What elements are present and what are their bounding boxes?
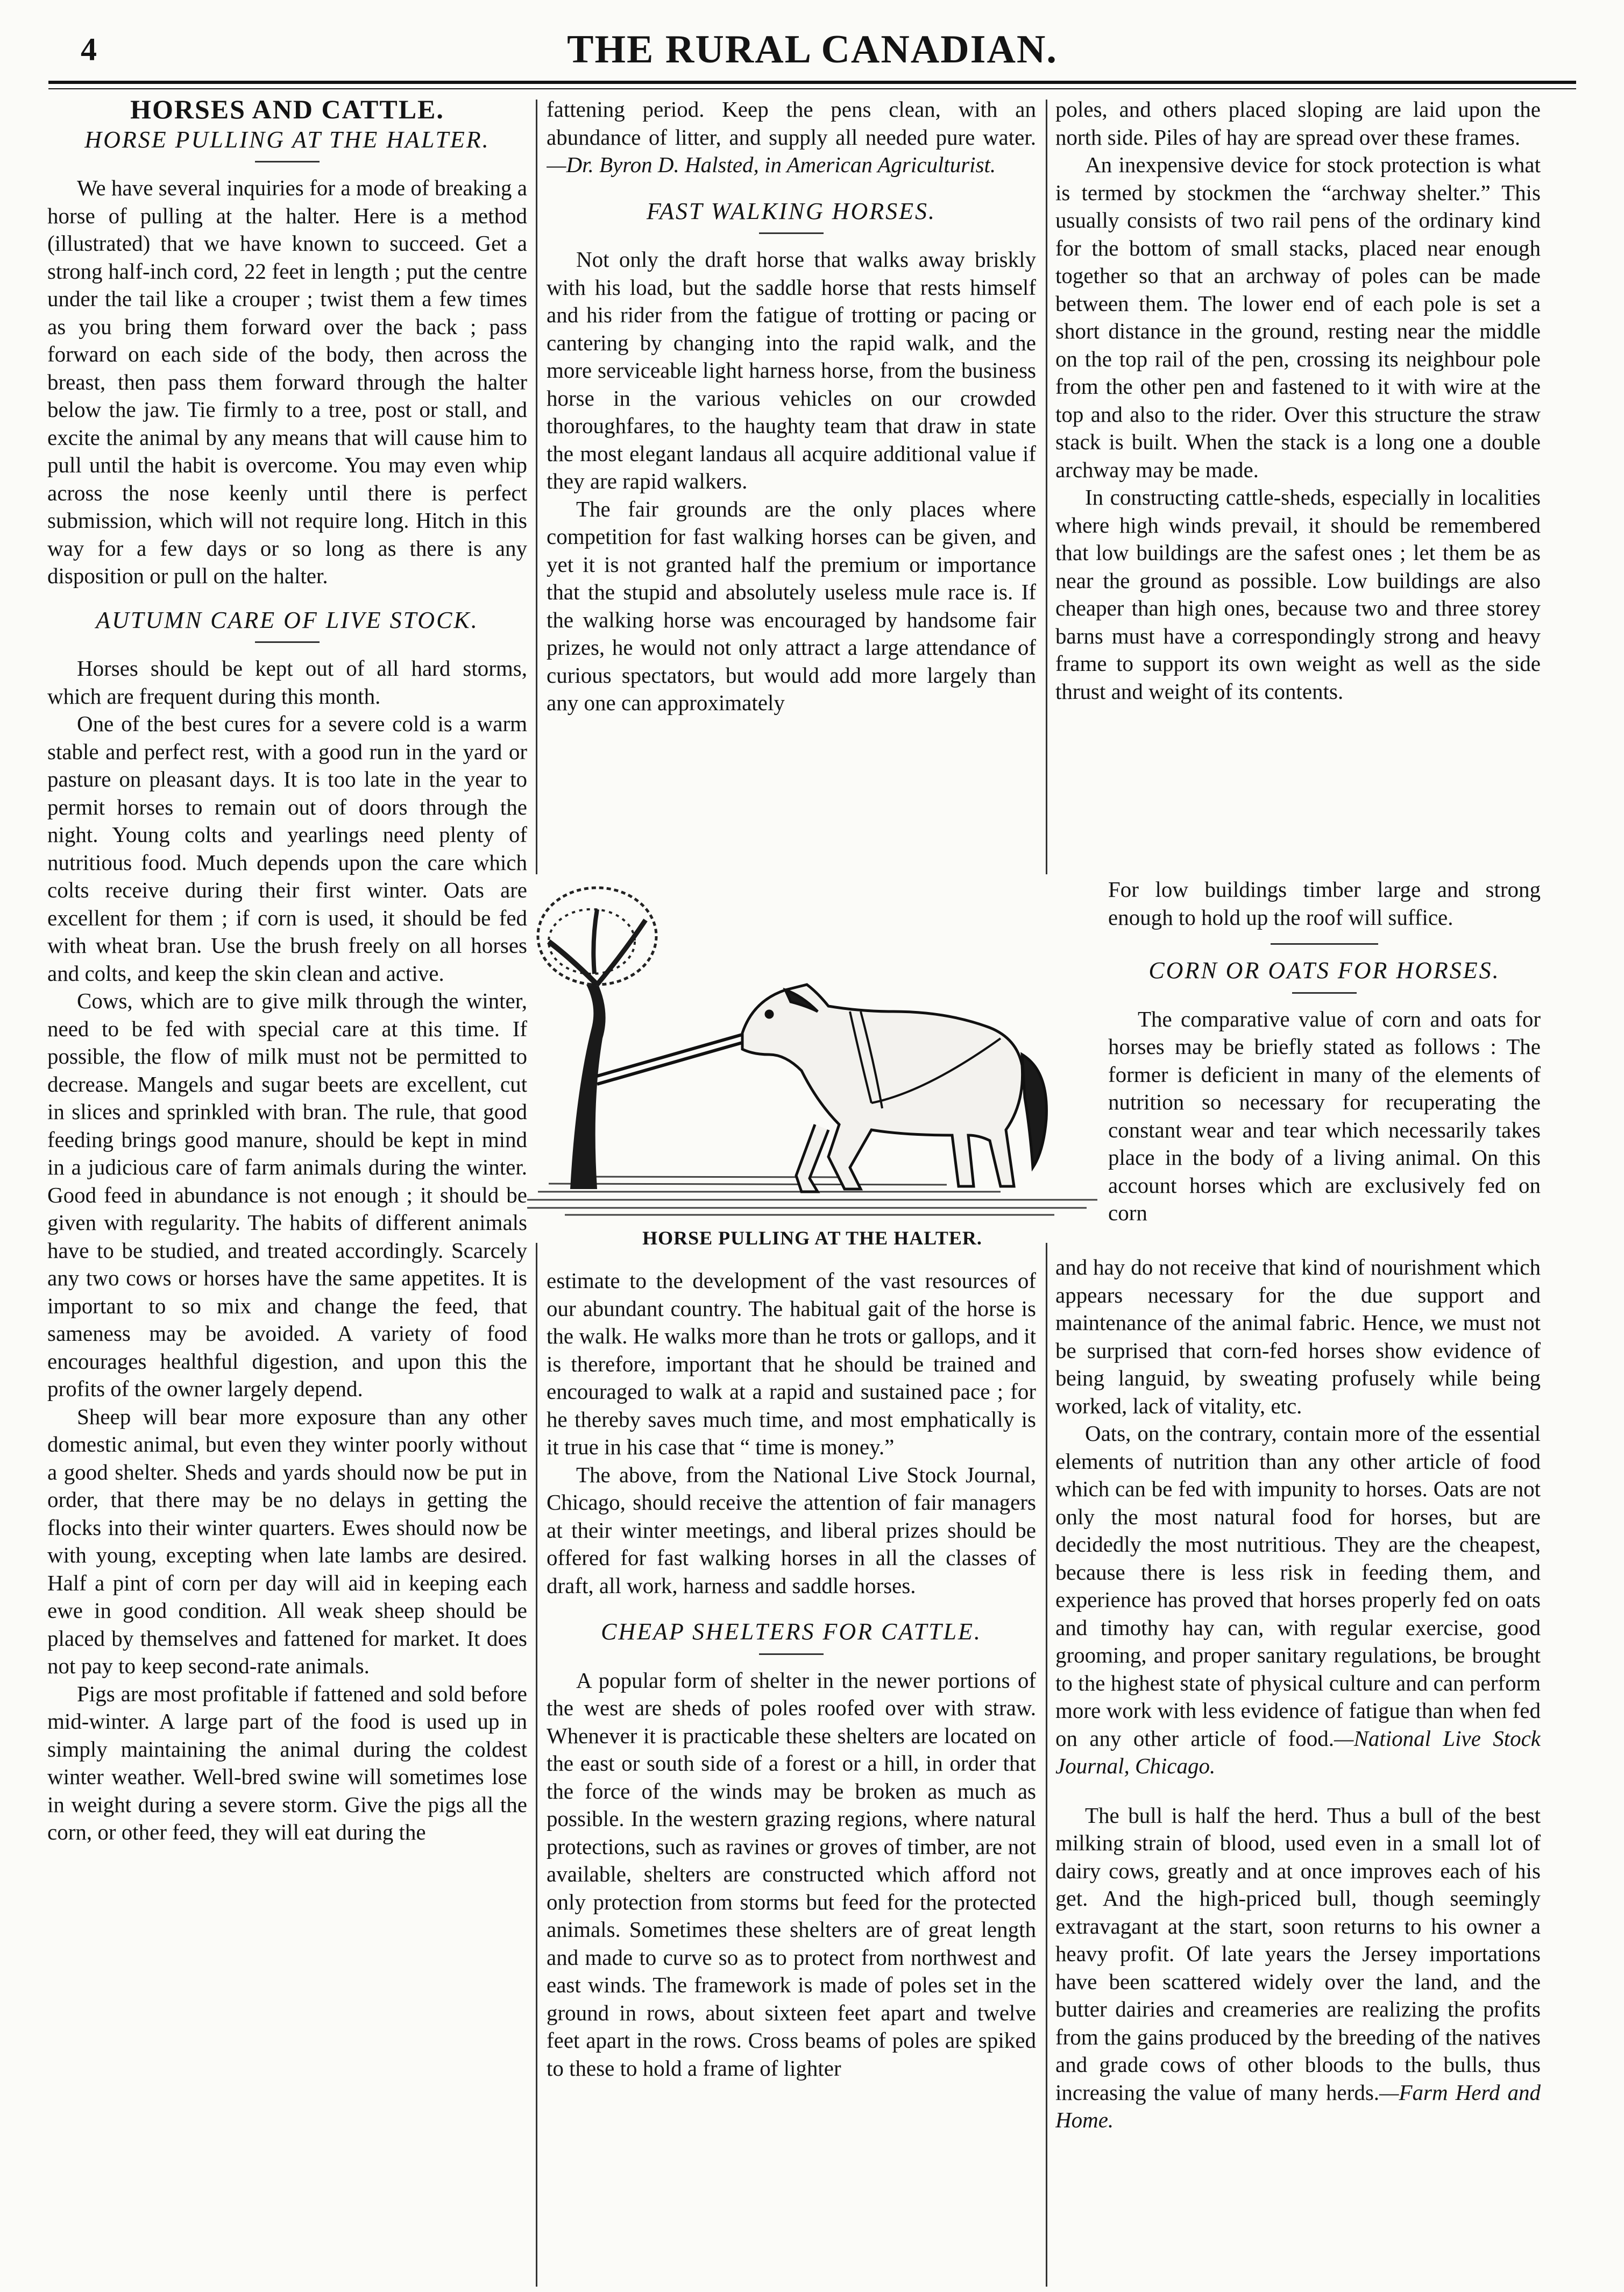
- page-number: 4: [81, 32, 97, 67]
- section-rule: [1271, 943, 1378, 945]
- article-paragraph: Horses should be kept out of all hard storms, which are frequent during this month.: [47, 656, 527, 709]
- article-paragraph: Pigs are most profitable if fattened and sold before mid-winter. A large part of the food is used up in simply maintaining the animal during the coldest winter weather. Well-bred swine will sometimes lose in weight during a severe storm. Give the pigs all the corn, or other feed, they will eat during the: [47, 1681, 527, 1844]
- article-paragraph: and hay do not receive that kind of nourishment which appears necessary for the due support and maintenance of the animal fabric. Hence, we must not be surprised that corn-fed horses show evidence of being languid, by sweating profusely while being worked, lack of vitality, etc.: [1055, 1255, 1541, 1418]
- article-credit: —Farm Herd and Home.: [1055, 2079, 1541, 2132]
- title-rule: [759, 1653, 824, 1655]
- horse: [742, 985, 1046, 1192]
- article-paragraph: One of the best cures for a severe cold is a warm stable and perfect rest, with a good run in the yard or pasture on pleasant days. It is too late in the year to permit horses to remain out of doors through the night. Young colts and yearlings need plenty of nutritious food. Much depends upon the care which colts receive during their first winter. Oats are excellent for them ; if corn is used, it should be fed with wheat bran. Use the brush freely on all horses and colts, and keep the skin clean and active.: [47, 711, 527, 986]
- newspaper-title: THE RURAL CANADIAN.: [567, 27, 1058, 72]
- article-title-horse-pulling: HORSE PULLING AT THE HALTER.: [84, 126, 490, 153]
- section-title-horses-and-cattle: HORSES AND CATTLE.: [130, 96, 444, 124]
- column-divider-1-lower: [536, 1243, 537, 2287]
- column-divider-2-lower: [1046, 1243, 1047, 2287]
- article-paragraph: poles, and others placed sloping are laid upon the north side. Piles of hay are spread over these frames.: [1055, 97, 1541, 150]
- article-title-autumn-care: AUTUMN CARE OF LIVE STOCK.: [96, 606, 479, 633]
- title-rule: [255, 161, 320, 162]
- column-2-lower: [547, 1267, 1036, 2287]
- article-paragraph: Oats, on the contrary, contain more of the essential elements of nutrition than any other article of food which can be fed with impunity to horses. Oats are not only the most natural food for horses, but are decidedly the most nutritious. They are the cheapest, because there is less risk in feeding them, and experience has proved that horses properly fed on oats and timothy hay can, with regular exercise, good grooming, and proper sanitary regulations, be brought to the highest state of physical culture and can perform more work with less evidence of fatigue than when fed on any other article of food.—National Live Stock Journal, Chicago.: [1055, 1421, 1541, 1778]
- title-rule: [759, 232, 824, 234]
- article-title-corn-or-oats: CORN OR OATS FOR HORSES.: [1148, 957, 1500, 984]
- illustration-horse-pulling: [516, 877, 1108, 1264]
- article-paragraph: estimate to the development of the vast resources of our abundant country. The habitual gait of the horse is the walk. He walks more than he trots or gallops, and it is therefore, important that he should be trained and encouraged to walk at a rapid and sustained pace ; for he thereby saves much time, and most emphatically is it true in his case that “ time is money.”: [547, 1268, 1036, 1459]
- article-paragraph: Cows, which are to give milk through the winter, need to be fed with special care at this time. If possible, the flow of milk must not be permitted to decrease. Mangels and sugar beets are excellent, cut in slices and sprinkled with bran. The rule, that good feeding brings good manure, should be kept in mind in a judicious care of farm animals during the winter. Good feed in abundance is not enough ; it should be given with regularity. The habits of different animals have to be studied, and treated accordingly. Scarcely any two cows or horses have the same appetites. It is important to so mix and change the feed, that sameness may be avoided. A variety of food encourages healthful digestion, and upon this the profits of the owner largely depend.: [47, 988, 527, 1401]
- column-3-lower: [1055, 1254, 1541, 2287]
- illustration-caption: HORSE PULLING AT THE HALTER.: [642, 1227, 982, 1249]
- article-credit: —National Live Stock Journal, Chicago.: [1055, 1725, 1541, 1778]
- article-paragraph: fattening period. Keep the pens clean, with an abundance of litter, and supply all needed pure water.—Dr. Byron D. Halsted, in American Agriculturist.: [547, 97, 1036, 177]
- article-title-cheap-shelters: CHEAP SHELTERS FOR CATTLE.: [601, 1618, 982, 1645]
- article-paragraph: In constructing cattle-sheds, especially in localities where high winds prevail, it should be remembered that low buildings are the safest ones ; let them be as near the ground as possible. Low buildings are also cheaper than high ones, because two and three storey barns must have a correspondingly strong and heavy frame to support its own weight as well as the side thrust and weight of its contents.: [1055, 485, 1541, 704]
- column-divider-2-upper: [1046, 100, 1047, 874]
- column-3-upper: [1055, 96, 1541, 892]
- halter-rope: [597, 1033, 748, 1084]
- article-paragraph: A popular form of shelter in the newer portions of the west are sheds of poles roofed over with straw. Whenever it is practicable these shelters are located on the east or south side of a forest or a hill, in order that the force of the winds may be broken as much as possible. In the western grazing regions, where natural protections, such as ravines or groves of timber, are not available, shelters are constructed which afford not only protection from storms but feed for the protected animals. Sometimes these shelters are of great length and made to curve so as to protect from northwest and east winds. The framework is made of poles set in the ground in rows, about sixteen feet apart and twelve feet apart in the rows. Cross beams of poles are spiked to these to hold a frame of lighter: [547, 1667, 1036, 2081]
- article-paragraph: We have several inquiries for a mode of breaking a horse of pulling at the halter. Here is a method (illustrated) that we have known to succeed. Get a strong half-inch cord, 22 feet in length ; put the centre under the tail like a crouper ; twist them a few times as you bring them forward over the back ; pass forward on each side of the body, then across the breast, then pass them forward through the halter below the jaw. Tie firmly to a tree, post or stall, and excite the animal by any means that will cause him to pull until the habit is overcome. You may even whip across the nose keenly until there is perfect submission, which will not require long. Hitch in this way for a few days or so long as there is any disposition or pull on the halter.: [47, 175, 527, 588]
- article-paragraph: The comparative value of corn and oats for horses may be briefly stated as follows : The former is deficient in many of the elements of nutrition so necessary for recuperating the constant wear and tear which necessarily takes place in the body of a living animal. On this account horses which are exclusively fed on corn: [1108, 1006, 1541, 1225]
- masthead-rule-thin: [48, 88, 1576, 89]
- column-1: [47, 96, 527, 2286]
- spacer: [1055, 1780, 1541, 1802]
- masthead: [48, 22, 1576, 86]
- article-paragraph: The above, from the National Live Stock Journal, Chicago, should receive the attention of fair managers at their winter meetings, and liberal prizes should be offered for fast walking horses in all the classes of draft, all work, harness and saddle horses.: [547, 1462, 1036, 1598]
- column-3-beside-figure: [1108, 876, 1541, 1253]
- column-2-upper: [547, 96, 1036, 873]
- horse-engraving: [516, 877, 1108, 1221]
- masthead-rule-thick: [48, 81, 1576, 84]
- article-credit: —Dr. Byron D. Halsted, in American Agriculturist.: [547, 152, 996, 177]
- article-paragraph: The fair grounds are the only places where competition for fast walking horses can be given, and yet it is not granted half the premium or importance that the stupid and absolutely useless mule race is. If the walking horse was encouraged by handsome fair prizes, he would not only attract a large attendance of curious spectators, but would add more largely than any one can approximately: [547, 496, 1036, 715]
- article-paragraph: For low buildings timber large and strong enough to hold up the roof will suffice.: [1108, 877, 1541, 930]
- title-rule: [255, 641, 320, 643]
- title-rule: [1292, 992, 1357, 994]
- article-paragraph: Sheep will bear more exposure than any other domestic animal, but even they winter poorly without a good shelter. Sheds and yards should now be put in order, that there may be no delays in getting the flocks into their winter quarters. Ewes should now be with young, excepting when late lambs are desired. Half a pint of corn per day will aid in keeping each ewe in good condition. All weak sheep should be placed by themselves and fattened for market. It does not pay to keep second-rate animals.: [47, 1404, 527, 1678]
- article-paragraph: An inexpensive device for stock protection is what is termed by stockmen the “archway shelter.” This usually consists of two rail pens of the ordinary kind for the bottom of small stacks, placed near enough together so that an archway of poles can be made between them. The lower end of each pole is set a short distance in the ground, resting near the middle on the top rail of the pen, crossing its neighbour pole from the other pen and fastened to it with wire at the top and also to the rider. Over this structure the straw stack is built. When the stack is a long one a double archway may be made.: [1055, 152, 1541, 482]
- tree: [538, 888, 656, 1189]
- article-paragraph: Not only the draft horse that walks away briskly with his load, but the saddle horse that rests himself and his rider from the fatigue of trotting or pacing or cantering by changing into the rapid walk, and the more serviceable light harness horse, from the business horse in the various vehicles on our crowded thoroughfares, to the haughty team that draw in state the most elegant landaus all acquire additional value if they are rapid walkers.: [547, 247, 1036, 493]
- column-divider-1-upper: [536, 100, 537, 874]
- article-title-fast-walking: FAST WALKING HORSES.: [646, 197, 937, 224]
- article-paragraph: The bull is half the herd. Thus a bull of the best milking strain of blood, used even in a small lot of dairy cows, greatly and at once improves each of his get. And the high-priced bull, though seemingly extravagant at the start, soon returns to his owner a heavy profit. Of late years the Jersey importations have been scattered widely over the land, and the butter dairies and creameries are realizing the profits from the gains produced by the breeding of the natives and grade cows of other bloods to the bulls, thus increasing the value of many herds.—Farm Herd and Home.: [1055, 1802, 1541, 2132]
